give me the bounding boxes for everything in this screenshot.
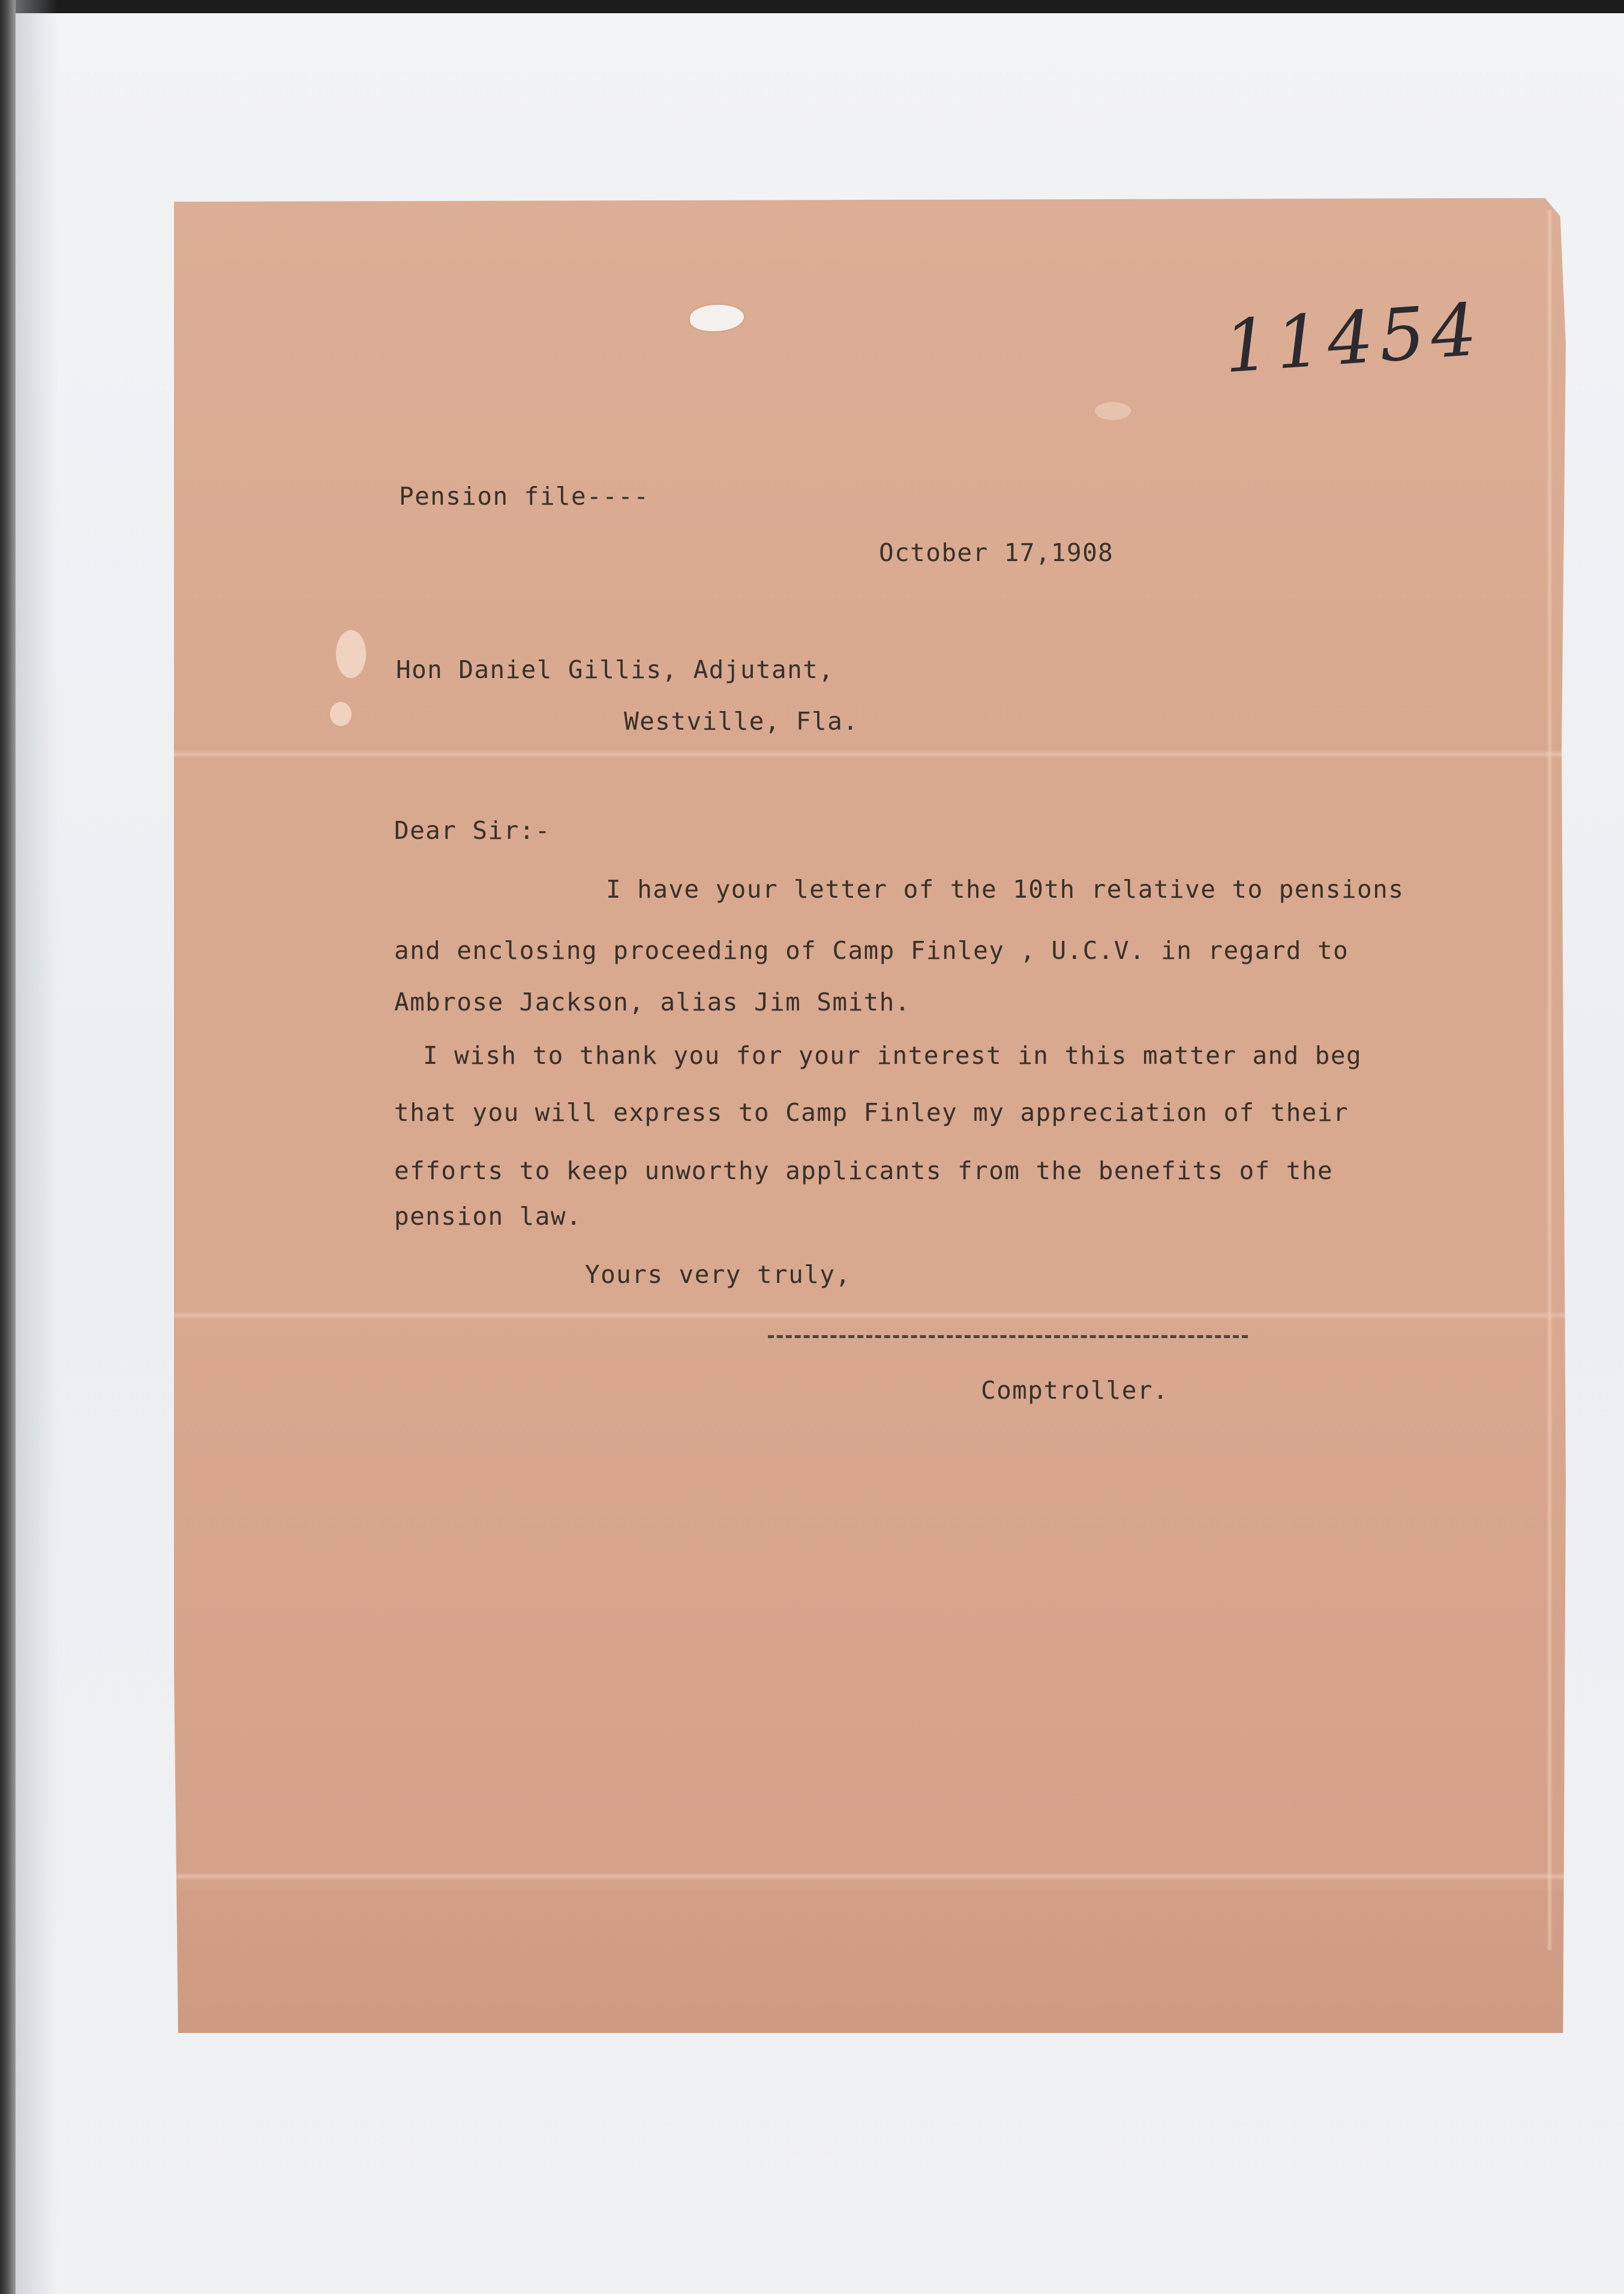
scanner-left-shadow [16,0,58,2294]
letter-date: October 17,1908 [879,538,1114,567]
signature-title: Comptroller. [981,1376,1169,1405]
body-line: efforts to keep unworthy applicants from the benefits of the [394,1156,1334,1185]
file-label: Pension file---- [399,482,650,511]
body-line: Ambrose Jackson, alias Jim Smith. [394,988,911,1016]
recipient-name: Hon Daniel Gillis, Adjutant, [396,655,834,684]
paper-wear-spot [336,630,366,678]
fold-crease [174,1872,1566,1881]
paper-wear-spot [1095,402,1131,420]
body-line: I wish to thank you for your interest in this matter and beg [423,1041,1362,1070]
fold-crease [174,1311,1566,1320]
salutation: Dear Sir:- [394,816,551,845]
scanner-top-edge [0,0,1624,13]
paper-wear-spot [330,702,352,726]
recipient-place: Westville, Fla. [624,707,859,736]
body-line: and enclosing proceeding of Camp Finley , U.C.V. in regard to [394,936,1349,965]
body-line: pension law. [394,1202,583,1231]
fold-crease [174,750,1566,758]
scanner-left-edge [0,0,16,2294]
archive-number: 11454 [1221,288,1486,389]
signature-line [768,1335,1248,1338]
paper-bottom-band [174,1890,1566,2033]
paper-hole [690,305,744,331]
body-line: that you will express to Camp Finley my appreciation of their [394,1098,1349,1127]
closing: Yours very truly, [585,1260,851,1289]
right-edge-crease [1547,210,1553,1950]
body-line: I have your letter of the 10th relative to pensions [606,875,1404,904]
